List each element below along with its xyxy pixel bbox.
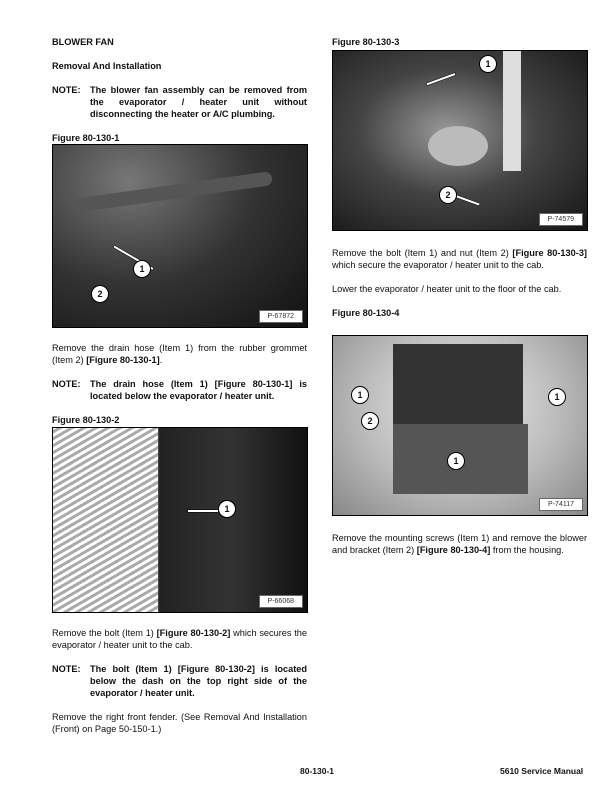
note-1 — [52, 84, 307, 120]
text: Remove the bolt (Item 1) — [52, 628, 157, 638]
left-column-bottom — [52, 627, 307, 735]
figure-title: Figure 80-130-4 — [332, 308, 400, 318]
paragraph — [52, 627, 307, 651]
section-title: BLOWER FAN — [52, 37, 114, 47]
callout-2: 2 — [361, 412, 379, 430]
note-2 — [52, 378, 307, 402]
note-text: The bolt (Item 1) [Figure 80-130-2] is located below the dash on the top right side of the evaporator / heater unit. — [90, 664, 307, 698]
photo-id: P-66068 — [259, 595, 303, 608]
callout-2: 2 — [91, 285, 109, 303]
text: Remove the bolt (Item 1) and nut (Item 2) — [332, 248, 513, 258]
text: which secures the evaporator / heater unit to the cab. — [52, 628, 308, 650]
note-label: NOTE: — [52, 85, 81, 95]
text: . — [159, 355, 163, 365]
right-column-mid — [332, 247, 587, 319]
callout-1: 1 — [133, 260, 151, 278]
note-label: NOTE: — [52, 664, 81, 674]
figure-80-130-4-photo — [332, 335, 588, 516]
paragraph: Lower the evaporator / heater unit to the floor of the cab. — [332, 284, 562, 294]
left-column — [52, 36, 307, 144]
figure-80-130-3-photo — [332, 50, 588, 231]
callout-1: 1 — [479, 55, 497, 73]
callout-1: 1 — [351, 386, 369, 404]
figure-reference: [Figure 80-130-1] — [86, 355, 160, 365]
figure-reference: [Figure 80-130-3] — [512, 248, 587, 258]
subsection-title: Removal And Installation — [52, 61, 162, 71]
note-3 — [52, 663, 307, 699]
paragraph — [332, 247, 587, 271]
figure-80-130-2-photo — [52, 427, 308, 613]
callout-1: 1 — [447, 452, 465, 470]
figure-reference: [Figure 80-130-2] — [156, 628, 231, 638]
figure-reference: [Figure 80-130-4] — [416, 545, 491, 555]
figure-title: Figure 80-130-1 — [52, 133, 120, 143]
note-text: The blower fan assembly can be removed from the evaporator / heater unit without disconnecting the heater or A/C plumbing. — [90, 85, 307, 119]
right-column-bottom — [332, 532, 587, 556]
paragraph — [52, 342, 307, 366]
text: Remove the drain hose (Item 1) from the rubber grommet (Item 2) — [52, 343, 307, 365]
paragraph — [332, 532, 587, 556]
left-column-mid — [52, 342, 307, 426]
paragraph: Remove the right front fender. (See Removal And Installation (Front) on Page 50-150-1.) — [52, 712, 307, 734]
manual-title: 5610 Service Manual — [500, 766, 584, 776]
text: which secure the evaporator / heater unit to the cab. — [332, 260, 544, 270]
note-label: NOTE: — [52, 379, 81, 389]
figure-title: Figure 80-130-2 — [52, 415, 120, 425]
callout-1: 1 — [548, 388, 566, 406]
text: from the housing. — [490, 545, 564, 555]
text: Remove the mounting screws (Item 1) and remove the blower and bracket (Item 2) — [332, 533, 587, 555]
photo-id: P-67872 — [259, 310, 303, 323]
note-text: The drain hose (Item 1) [Figure 80-130-1] is located below the evaporator / heater unit. — [90, 379, 307, 401]
callout-2: 2 — [439, 186, 457, 204]
photo-id: P-74579 — [539, 213, 583, 226]
photo-id: P-74117 — [539, 498, 583, 511]
figure-80-130-1-photo — [52, 144, 308, 328]
callout-1: 1 — [218, 500, 236, 518]
figure-title: Figure 80-130-3 — [332, 37, 400, 47]
page-number: 80-130-1 — [300, 766, 335, 776]
